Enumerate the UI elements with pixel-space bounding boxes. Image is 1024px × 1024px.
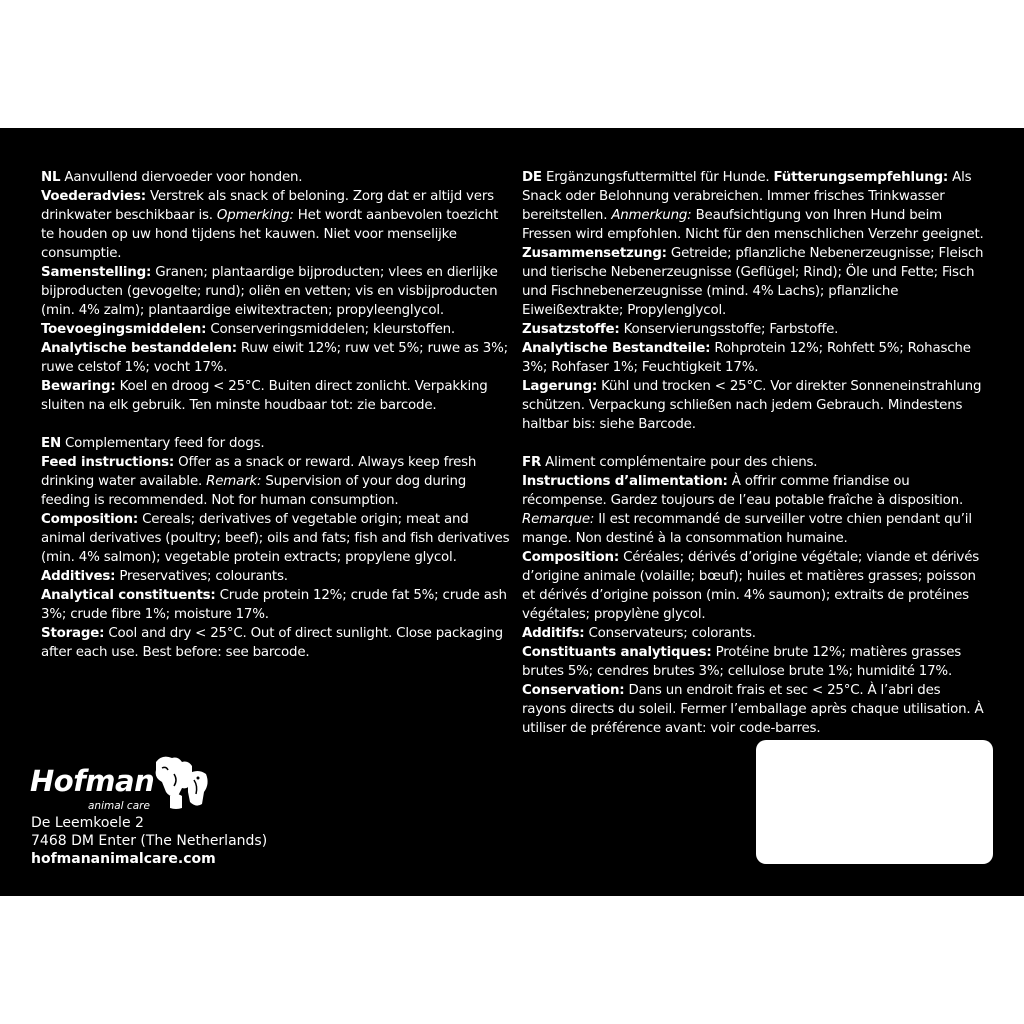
company-address — [31, 814, 267, 868]
nl-composition: Samenstelling: Granen; plantaardige bijproducten; vlees en dierlijke bijproducten (gevogelte; rund); oliën en vetten; vis en visbijproducten (min. 4% zalm); plantaardige eiwitextracten; propyleenglycol. — [41, 265, 498, 318]
nl-additives: Toevoegingsmiddelen: Conserveringsmiddelen; kleurstoffen. — [41, 322, 455, 337]
de-additives: Zusatzstoffe: Konservierungsstoffe; Farbstoffe. — [522, 322, 839, 337]
fr-composition: Composition: Céréales; dérivés d’origine végétale; viande et dérivés d’origine animale (volaille; bœuf); huiles et matières grasses; poisson et dérivés d’origine poisson (min. 4% saumon); extraits de protéines végétales; propylène glycol. — [522, 550, 980, 622]
address-street: De Leemkoele 2 — [31, 815, 144, 831]
fr-feed: Instructions d’alimentation: À offrir comme friandise ou récompense. Gardez toujours de l’eau potable fraîche à disposition. Remarque: Il est recommandé de surveiller votre chien pendant qu’il mange. Non destiné à la consommation humaine. — [522, 474, 972, 546]
nl-analytical: Analytische bestanddelen: Ruw eiwit 12%; ruw vet 5%; ruwe as 3%; ruwe celstof 1%; vocht 17%. — [41, 341, 508, 375]
de-storage: Lagerung: Kühl und trocken < 25°C. Vor direkter Sonneneinstrahlung schützen. Verpackung schließen nach jedem Gebrauch. Mindestens haltbar bis: siehe Barcode. — [522, 379, 982, 432]
en-feed: Feed instructions: Offer as a snack or reward. Always keep fresh drinking water available. Remark: Supervision of your dog during feeding is recommended. Not for human consumption. — [41, 455, 477, 508]
en-analytical: Analytical constituents: Crude protein 12%; crude fat 5%; crude ash 3%; crude fibre 1%; moisture 17%. — [41, 588, 507, 622]
fr-intro: FR Aliment complémentaire pour des chiens. — [522, 455, 818, 470]
address-city: 7468 DM Enter (The Netherlands) — [31, 833, 268, 849]
en-intro: EN Complementary feed for dogs. — [41, 436, 265, 451]
barcode-area — [756, 740, 993, 864]
section-fr — [522, 453, 987, 738]
section-de — [522, 168, 987, 434]
website-link[interactable]: hofmananimalcare.com — [31, 851, 216, 867]
nl-intro: NL Aanvullend diervoeder voor honden. — [41, 170, 303, 185]
animals-icon — [148, 752, 212, 812]
en-composition: Composition: Cereals; derivatives of vegetable origin; meat and animal derivatives (poultry; beef); oils and fats; fish and fish derivatives (min. 4% salmon); vegetable protein extracts; propylene glycol. — [41, 512, 510, 565]
fr-storage: Conservation: Dans un endroit frais et sec < 25°C. À l’abri des rayons directs du soleil. Fermer l’emballage après chaque utilisation. À utiliser de préférence avant: voir code-barres. — [522, 683, 984, 736]
section-en — [41, 434, 511, 662]
en-additives: Additives: Preservatives; colourants. — [41, 569, 288, 584]
brand-subtitle: animal care — [88, 800, 150, 812]
nl-storage: Bewaring: Koel en droog < 25°C. Buiten direct zonlicht. Verpakking sluiten na elk gebruik. Ten minste houdbaar tot: zie barcode. — [41, 379, 488, 413]
en-storage: Storage: Cool and dry < 25°C. Out of direct sunlight. Close packaging after each use. Best before: see barcode. — [41, 626, 503, 660]
hofman-logo — [30, 758, 220, 818]
right-column — [522, 168, 987, 757]
fr-analytical: Constituants analytiques: Protéine brute 12%; matières grasses brutes 5%; cendres brutes 3%; cellulose brute 1%; humidité 17%. — [522, 645, 962, 679]
section-nl — [41, 168, 511, 415]
fr-additives: Additifs: Conservateurs; colorants. — [522, 626, 756, 641]
brand-name: Hofman — [30, 764, 155, 798]
nl-feed: Voederadvies: Verstrek als snack of beloning. Zorg dat er altijd vers drinkwater beschikbaar is. Opmerking: Het wordt aanbevolen toezicht te houden op uw hond tijdens het kauwen. Niet voor menselijke consumptie. — [41, 189, 499, 261]
label-panel — [0, 128, 1024, 896]
de-intro-feed: DE Ergänzungsfuttermittel für Hunde. Fütterungsempfehlung: Als Snack oder Belohnung verabreichen. Immer frisches Trinkwasser bereitstellen. Anmerkung: Beaufsichtigung von Ihren Hund beim Fressen wird empfohlen. Nicht für den menschlichen Verzehr geeignet. Zusammensetzung: Getreide; pflanzliche Nebenerzeugnisse; Fleisch und tierische Nebenerzeugnisse (Geflügel; Rind); Öle und Fette; Fisch und Fischnebenerzeugnisse (mind. 4% Lachs); pflanzliche Eiweißextrakte; Propylenglycol. — [522, 170, 984, 318]
de-analytical: Analytische Bestandteile: Rohprotein 12%; Rohfett 5%; Rohasche 3%; Rohfaser 1%; Feuchtigkeit 17%. — [522, 341, 971, 375]
left-column — [41, 168, 511, 681]
